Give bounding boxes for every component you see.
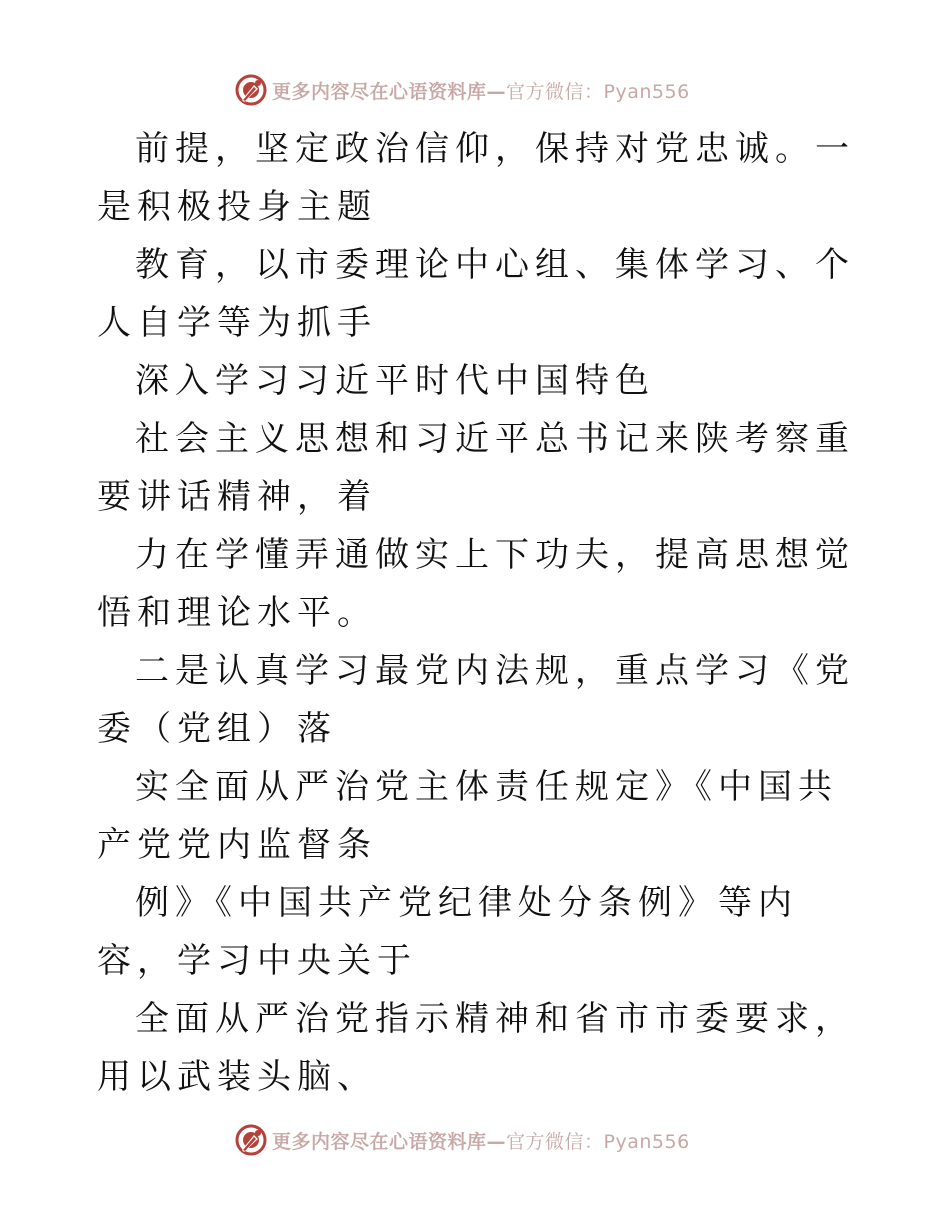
pen-nib-logo-icon	[234, 73, 268, 107]
paragraph: 二是认真学习最党内法规，重点学习《党委（党组）落	[97, 651, 855, 749]
paragraph: 实全面从严治党主体责任规定》《中国共产党党内监督条	[97, 767, 838, 865]
paragraph: 全面从严治党指示精神和省市市委要求，用以武装头脑、	[97, 999, 855, 1097]
paragraph: 力在学懂弄通做实上下功夫，提高思想觉悟和理论水平。	[97, 535, 855, 633]
banner-text: 更多内容尽在心语资料库—	[272, 80, 507, 103]
header-banner	[234, 72, 714, 108]
paragraph: 教育，以市委理论中心组、集体学习、个人自学等为抓手	[97, 245, 855, 343]
paragraph: 前提，坚定政治信仰，保持对党忠诚。一是积极投身主题	[97, 129, 855, 227]
banner-wechat: 官方微信：Pyan556	[506, 1130, 690, 1153]
pen-nib-logo-icon	[234, 1123, 268, 1157]
footer-banner	[234, 1122, 714, 1158]
document-body	[97, 120, 857, 1106]
banner-wechat: 官方微信：Pyan556	[506, 80, 690, 103]
paragraph: 深入学习习近平时代中国特色	[135, 361, 655, 401]
banner-text: 更多内容尽在心语资料库—	[272, 1130, 507, 1153]
paragraph: 社会主义思想和习近平总书记来陕考察重要讲话精神，着	[97, 419, 855, 517]
paragraph: 例》《中国共产党纪律处分条例》等内容，学习中央关于	[97, 883, 798, 981]
